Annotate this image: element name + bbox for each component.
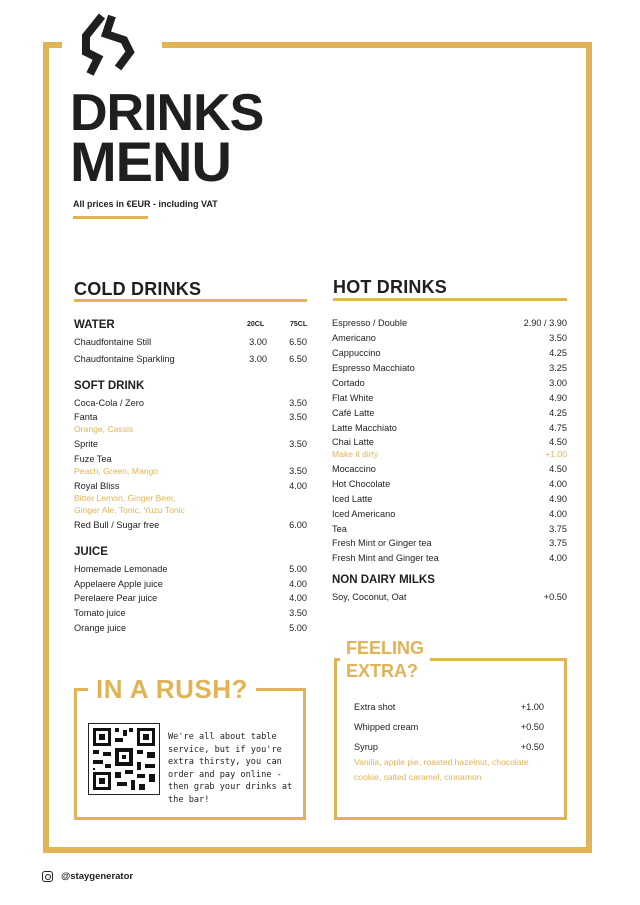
syrup-flavours-note: Vanilla, apple pie, roasted hazelnut, chocolate cookie, salted caramel, cinnamon xyxy=(354,757,529,782)
menu-item-price: 4.50 xyxy=(549,464,567,474)
menu-item-note: Bitter Lemon, Ginger Beer, xyxy=(74,493,176,503)
instagram-handle[interactable]: @staygenerator xyxy=(61,871,134,882)
menu-item-name: Espresso / Double xyxy=(332,318,408,328)
title-line-2: MENU xyxy=(70,130,231,193)
menu-item-name: Royal Bliss xyxy=(74,481,120,491)
menu-item-name: Latte Macchiato xyxy=(332,423,397,433)
cold-drinks-rule xyxy=(74,299,307,302)
menu-item-price: 6.50 xyxy=(289,337,307,347)
menu-item-name: Flat White xyxy=(332,393,374,403)
menu-item-name: Chai Latte xyxy=(332,437,374,447)
menu-item-name: Soy, Coconut, Oat xyxy=(332,592,407,602)
juice-heading: JUICE xyxy=(74,546,108,558)
menu-item-price: 4.00 xyxy=(549,479,567,489)
menu-item-note: Ginger Ale, Tonic, Yuzu Tonic xyxy=(74,505,185,515)
menu-item-note: Peach, Green, Mango xyxy=(74,466,159,476)
menu-item-price: 5.00 xyxy=(289,623,307,633)
menu-item-price: 4.00 xyxy=(289,481,307,491)
menu-item-note: Make it dirty xyxy=(332,449,379,459)
menu-item-name: Perelaere Pear juice xyxy=(74,593,158,603)
menu-item-price: 4.00 xyxy=(289,593,307,603)
menu-item-price: 4.90 xyxy=(549,494,567,504)
qr-code-icon[interactable] xyxy=(88,723,160,795)
menu-item-name: Mocaccino xyxy=(332,464,376,474)
menu-item-price: 3.50 xyxy=(289,412,307,422)
menu-item-price: 6.00 xyxy=(289,520,307,530)
menu-item-price: 4.25 xyxy=(549,348,567,358)
menu-item-price: +1.00 xyxy=(520,702,544,712)
menu-item-price: 4.00 xyxy=(289,579,307,589)
menu-item-price: 3.00 xyxy=(249,354,267,364)
feeling-extra-title xyxy=(340,637,430,683)
menu-item-name: Espresso Macchiato xyxy=(332,363,415,373)
menu-item-price: 6.50 xyxy=(289,354,307,364)
menu-item-name: Whipped cream xyxy=(354,722,419,732)
menu-item-price: 4.25 xyxy=(549,408,567,418)
menu-item-price: 2.90 / 3.90 xyxy=(523,318,567,328)
menu-item-price: 4.00 xyxy=(549,509,567,519)
menu-item-price: 4.00 xyxy=(549,553,567,563)
menu-item-price: 4.50 xyxy=(549,437,567,447)
menu-item-price: 3.50 xyxy=(289,608,307,618)
soft-drink-heading: SOFT DRINK xyxy=(74,380,145,392)
feeling-extra-title-line1: FEELING xyxy=(346,638,425,658)
menu-item-price: +0.50 xyxy=(543,592,567,602)
menu-item-name: Tea xyxy=(332,524,347,534)
menu-item-price: +0.50 xyxy=(520,722,544,732)
non-dairy-heading: NON DAIRY MILKS xyxy=(332,574,435,586)
instagram-icon[interactable] xyxy=(42,871,53,882)
menu-item-name: Fuze Tea xyxy=(74,454,112,464)
menu-item-note: Orange, Cassis xyxy=(74,424,134,434)
menu-item-price: 3.50 xyxy=(289,439,307,449)
menu-item-price: 3.50 xyxy=(289,466,307,476)
menu-item-price: +0.50 xyxy=(520,742,544,752)
cold-drinks-title: COLD DRINKS xyxy=(74,279,202,299)
menu-item-price: 3.00 xyxy=(249,337,267,347)
water-heading: WATER xyxy=(74,319,115,331)
hot-drinks-rule xyxy=(333,298,567,301)
menu-item-name: Fanta xyxy=(74,412,98,422)
menu-item-price: 4.90 xyxy=(549,393,567,403)
subtitle-underline xyxy=(73,216,148,219)
menu-item-name: Appelaere Apple juice xyxy=(74,579,163,589)
menu-item-name: Red Bull / Sugar free xyxy=(74,520,160,530)
menu-item-name: Extra shot xyxy=(354,702,396,712)
menu-item-name: Café Latte xyxy=(332,408,375,418)
menu-item-name: Coca-Cola / Zero xyxy=(74,398,144,408)
menu-item-name: Fresh Mint or Ginger tea xyxy=(332,538,432,548)
menu-item-price: 3.50 xyxy=(549,333,567,343)
menu-item-name: Orange juice xyxy=(74,623,127,633)
menu-item-name: Hot Chocolate xyxy=(332,479,391,489)
menu-item-name: Americano xyxy=(332,333,376,343)
menu-item-name: Syrup xyxy=(354,742,379,752)
menu-item-name: Tomato juice xyxy=(74,608,126,618)
menu-item-price: 3.75 xyxy=(549,538,567,548)
menu-item-name: Fresh Mint and Ginger tea xyxy=(332,553,439,563)
water-col-20cl: 20CL xyxy=(247,321,265,328)
menu-item-price: 5.00 xyxy=(289,564,307,574)
menu-item-name: Cortado xyxy=(332,378,365,388)
generator-logo-icon xyxy=(72,12,142,82)
in-a-rush-text: We're all about table service, but if you're extra thirsty, you can order and pay online - then grab your drinks at the bar! xyxy=(168,732,293,805)
menu-item-name: Iced Americano xyxy=(332,509,396,519)
hot-drinks-title: HOT DRINKS xyxy=(333,277,447,297)
menu-item-name: Chaudfontaine Sparkling xyxy=(74,354,175,364)
in-a-rush-title: IN A RUSH? xyxy=(88,674,256,705)
menu-item-price: 3.25 xyxy=(549,363,567,373)
menu-item-price: +1.00 xyxy=(545,449,567,459)
title-line-1: DRINKS xyxy=(70,84,264,142)
menu-item-price: 3.00 xyxy=(549,378,567,388)
price-note: All prices in €EUR - including VAT xyxy=(73,199,218,209)
menu-item-name: Chaudfontaine Still xyxy=(74,337,152,347)
feeling-extra-title-line2: EXTRA? xyxy=(346,661,418,681)
menu-item-price: 3.50 xyxy=(289,398,307,408)
menu-item-price: 3.75 xyxy=(549,524,567,534)
menu-item-name: Sprite xyxy=(74,439,99,449)
menu-item-name: Cappuccino xyxy=(332,348,381,358)
water-col-75cl: 75CL xyxy=(290,321,308,328)
menu-item-name: Iced Latte xyxy=(332,494,373,504)
menu-item-name: Homemade Lemonade xyxy=(74,564,168,574)
menu-item-price: 4.75 xyxy=(549,423,567,433)
page-title xyxy=(70,84,264,193)
